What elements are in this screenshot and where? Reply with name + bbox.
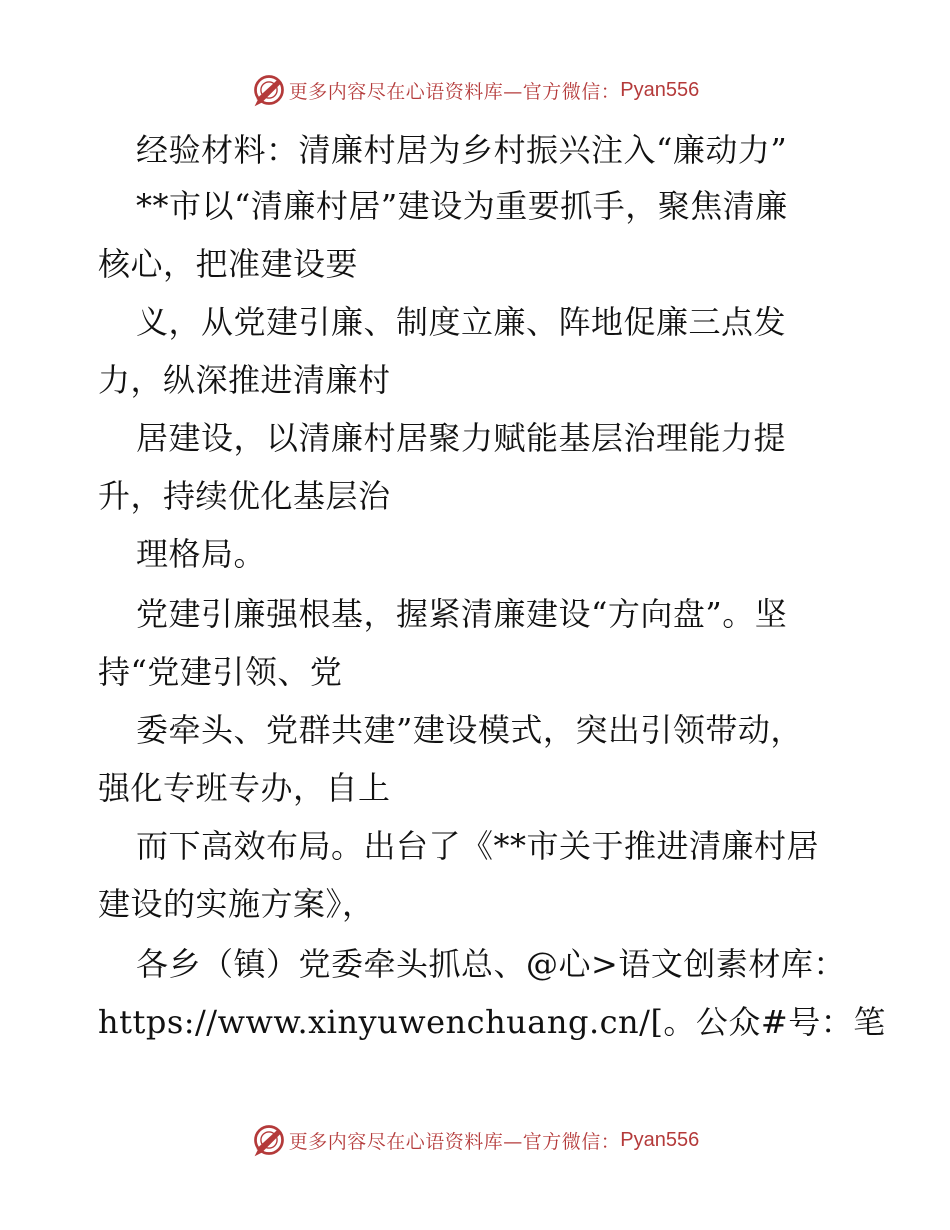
pen-nib-logo-icon	[251, 1122, 287, 1158]
paragraph-line: 委牵头、党群共建”建设模式，突出引领带动，	[136, 711, 803, 749]
paragraph-line: 力，纵深推进清廉村	[98, 361, 391, 399]
paragraph-line: 升，持续优化基层治	[98, 477, 391, 515]
banner-text: 更多内容尽在心语资料库—官方微信：	[288, 1130, 621, 1153]
paragraph-line: 而下高效布局。出台了《**市关于推进清廉村居	[136, 827, 820, 865]
paragraph-line: 义，从党建引廉、制度立廉、阵地促廉三点发	[136, 303, 787, 341]
document-title: 经验材料：清廉村居为乡村振兴注入“廉动力”	[136, 131, 788, 169]
paragraph-line: 各乡（镇）党委牵头抓总、@心>语文创素材库：	[136, 945, 846, 983]
wechat-id: Pyan556	[620, 1128, 700, 1151]
paragraph-line: 党建引廉强根基，握紧清廉建设“方向盘”。坚	[136, 595, 788, 633]
paragraph-line: 持“党建引领、党	[98, 653, 343, 691]
paragraph-line: 理格局。	[136, 535, 267, 573]
paragraph-line: https://www.xinyuwenchuang.cn/[。公众#号：笔	[98, 1003, 886, 1041]
paragraph-line: 居建设，以清廉村居聚力赋能基层治理能力提	[136, 419, 787, 457]
paragraph-line: 强化专班专办，自上	[98, 769, 391, 807]
banner-text: 更多内容尽在心语资料库—官方微信：	[288, 80, 621, 103]
paragraph-line: 核心，把准建设要	[98, 245, 359, 283]
paragraph-line: 建设的实施方案》，	[98, 885, 375, 923]
footer-banner	[0, 1120, 950, 1160]
paragraph-line: **市以“清廉村居”建设为重要抓手，聚焦清廉	[136, 187, 788, 225]
pen-nib-logo-icon	[251, 72, 287, 108]
header-banner	[0, 70, 950, 110]
wechat-id: Pyan556	[620, 78, 700, 101]
